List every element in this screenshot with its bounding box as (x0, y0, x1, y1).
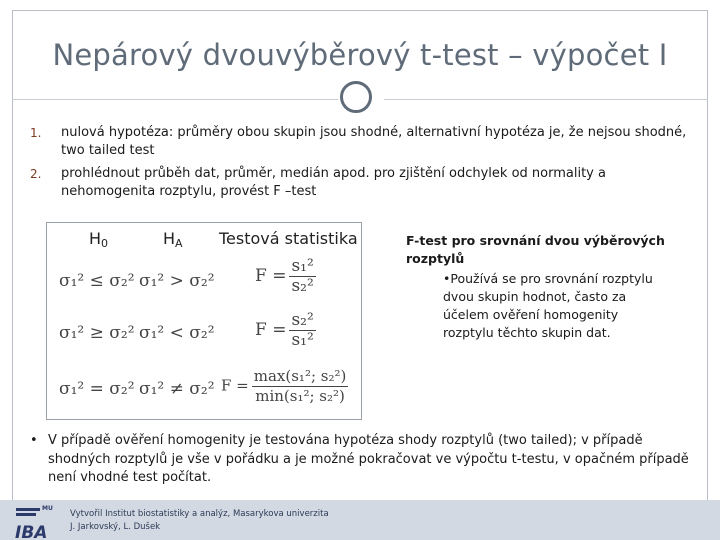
table-row-1-h0: σ₁² ≤ σ₂² (59, 271, 135, 291)
table-row-3-h0: σ₁² = σ₂² (59, 379, 135, 399)
header-ha: HA (163, 229, 183, 250)
table-row-2-h0: σ₁² ≥ σ₂² (59, 323, 135, 343)
header-test-statistic: Testová statistika (219, 229, 358, 248)
svg-text:IBA: IBA (15, 523, 48, 540)
ring-icon (340, 81, 372, 113)
f-test-description (406, 232, 666, 342)
iba-logo-icon (14, 500, 54, 540)
table-row-3-stat: F = $\frac{\text{max(s₁²; s₂²)}}{\text{min(s₁²; s₂²)}}$ (221, 367, 347, 405)
hypothesis-table (46, 222, 362, 420)
credit-line-1: Vytvořil Institut biostatistiky a analýz, Masarykova univerzita (70, 509, 329, 519)
step-text: prohlédnout průběh dat, průměr, medián apod. pro zjištění odchylek od normality a nehomogenita rozptylu, provést F –test (61, 166, 606, 199)
homogeneity-note (30, 432, 700, 488)
steps-list (30, 124, 690, 206)
svg-text:MU: MU (42, 505, 53, 512)
header-h0: H0 (89, 229, 109, 250)
bullet-icon: • (30, 433, 38, 448)
step-number: 2. (30, 167, 42, 181)
table-row-1-stat: F = $\frac{\text{s₁²}}{\text{s₂²}}$ (255, 256, 314, 296)
list-item (30, 124, 690, 160)
slide-title: Nepárový dvouvýběrový t-test – výpočet I (52, 38, 668, 72)
f-test-heading: F-test pro srovnání dvou výběrových rozptylů (406, 233, 665, 266)
table-row-2-ha: σ₁² < σ₂² (139, 323, 215, 343)
title-divider-left (12, 99, 338, 100)
table-row-2-stat: F = $\frac{\text{s₂²}}{\text{s₁²}}$ (255, 310, 314, 350)
step-number: 1. (30, 126, 42, 140)
table-row-1-ha: σ₁² > σ₂² (139, 271, 215, 291)
credit-line-2: J. Jarkovský, L. Dušek (70, 522, 161, 532)
step-text: nulová hypotéza: průměry obou skupin jsou shodné, alternativní hypotéza je, že nejsou shodné, two tailed test (61, 125, 687, 158)
table-row-3-ha: σ₁² ≠ σ₂² (139, 379, 215, 399)
note-text: V případě ověření homogenity je testována hypotéza shody rozptylů (two tailed); v případě shodných rozptylů je vše v pořádku a je možné pokračovat ve výpočtu t-testu, v opačném případě není vhodné test počítat. (48, 433, 689, 485)
f-test-body: •Používá se pro srovnání rozptylu dvou skupin hodnot, často za účelem ověření homogenity rozptylu těchto skupin dat. (443, 271, 653, 340)
title-divider-right (384, 99, 708, 100)
footer-credit (70, 508, 329, 534)
list-item (30, 165, 690, 201)
